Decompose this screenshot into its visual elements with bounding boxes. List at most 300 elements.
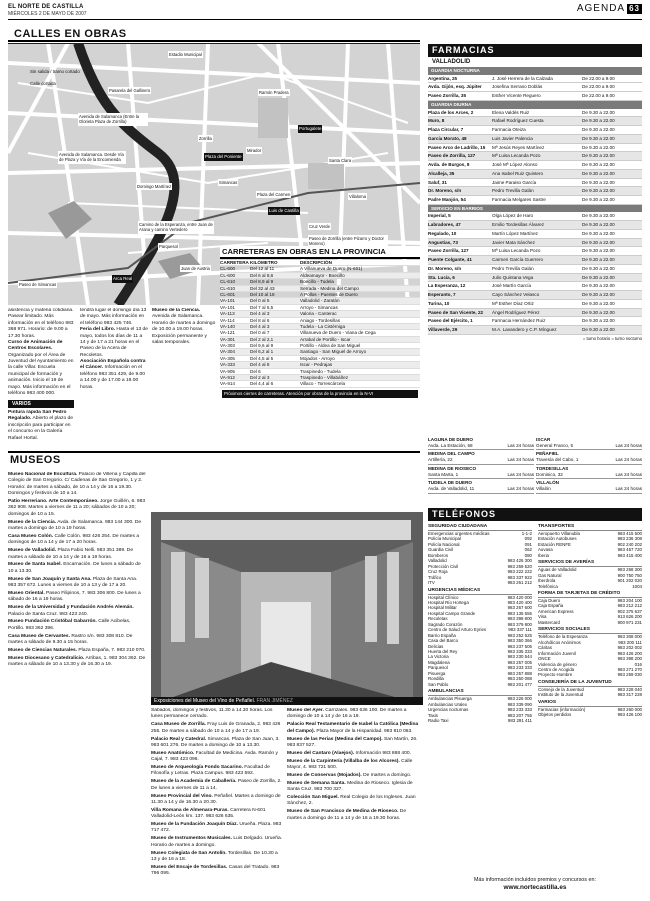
carretera-cell: VA-101 [220,304,235,310]
museo-entry [8,605,146,618]
carretera-cell: VA-333 [220,362,235,368]
farmacia-address: Puente Colgante, 41 [428,257,472,263]
pueblo-block [536,450,642,464]
header-kilometro: KILÓMETRO [250,260,278,265]
telefonos-title: TELÉFONOS [428,508,642,521]
telefono-row [538,712,642,717]
museo-entry [151,794,283,807]
farmacia-address: Padre Manjón, 54 [428,197,466,203]
farmacia-owner: Farmacia Melgares Sastre [492,197,546,203]
carretera-cell: Arrabal de Portillo - Iscar [300,336,351,342]
farmacia-row [428,265,642,274]
telefono-name: Mastercard [538,619,560,625]
farmacia-owner: Ángel Rodríguez Pérez [492,309,540,315]
pueblo-block [536,465,642,479]
museo-name: Museo de la Ciencia. [8,519,57,525]
farmacia-hours: De 9.30 a 22.00 [582,292,615,298]
telefono-name: Estación RENFE [538,541,571,547]
museo-desc: Facultad de Filosofía y Letras. Plaza Campus. 983 423 592. [151,765,270,777]
museum-photo [151,512,423,705]
farmacia-row [428,170,642,179]
telefono-row [538,620,642,625]
pintura-text [8,410,74,440]
telefonos-left [428,522,532,872]
museo-entry [287,781,421,794]
pueblo-block [428,436,534,450]
telefono-name: Huerta del Rey [428,649,458,655]
telefono-row [428,718,532,723]
telefono-name: Tráfico [428,574,442,580]
telefono-number: 983 135 555 [507,610,532,616]
farmacias-subheader: SERVICIO EN BARRIOS [428,205,642,213]
museo-entry [287,759,421,772]
farmacia-row [428,247,642,256]
farmacias-legend: = turno horario = turno nocturno [582,335,642,341]
museo-entry [8,634,146,647]
carretera-cell: Del 4 al 8 [250,362,270,368]
telefono-name: ITV [428,580,435,586]
carretera-cell: Del 9,6 al 9 [250,343,274,349]
farmacia-row [428,117,642,126]
carretera-cell: Del 8 al 6 [250,317,270,323]
museo-entry [151,822,283,835]
pueblo-name: ISCAR [536,437,551,442]
col2-p1: tendrá lugar el domingo día 13 de mayo. Más información en el teléfono 983 425 746. [80,308,147,326]
pueblo-address: Artillería, 22 [428,457,453,463]
telefono-number: 900 750 750 [617,572,642,578]
pueblo-block [536,479,642,493]
curso-title: Curso de Animación de Centros Escolares. [8,339,63,352]
telefono-row [428,682,532,687]
farmacia-address: Dr. Moreno, s/n [428,265,462,271]
museos-column-1 [8,472,146,892]
farmacia-hours: De 9.30 a 22.00 [582,162,615,168]
telefono-number: 983 259 520 [507,563,532,569]
museo-entry [151,737,283,750]
col3-text [152,308,216,442]
telefono-name: Gas Natural [538,572,562,578]
farmacia-owner: Mª Jesús Reyes Martínez [492,144,545,150]
museo-desc: Urueña. Plaza. 983 717 472. [151,822,282,834]
farmacia-row [428,274,642,283]
pueblo-address: Avda. de Valladolid, 11 [428,486,475,492]
carretera-cell: Del 2 al 2,1 [250,336,274,342]
farmacia-address: Paseo del Ejército, 1 [428,318,473,324]
caption-text: Exposiciones del Museo del Vino de Peñafiel. [154,697,256,704]
pueblo-line [428,486,534,492]
ciencia-title: Museo de la Ciencia. [152,308,201,313]
telefono-name: Pisuerga [428,670,446,676]
farmacia-address: Angustias, 73 [428,239,458,245]
telefono-number: 983 226 000 [507,696,532,702]
map-label: Ramón Pradera [259,90,289,95]
farmacia-hours: De 9.30 a 22.00 [582,109,615,115]
museo-entry [287,809,421,822]
footer-url[interactable]: www.nortecastilla.es [503,883,567,891]
carretera-cell: Del 10 al 18 [250,291,275,297]
map-label: Luis de Castilla [269,208,299,213]
farmacia-address: García Morato, 48 [428,135,467,141]
telefono-number: 902 240 202 [617,541,642,547]
telefono-name: Parquesol [428,665,448,671]
carretera-cell: Villanueva de Duero - Viana de Cega [300,330,376,336]
museo-name: Patio Herreriano. Arte Contemporáneo. [8,499,99,504]
pueblos-left [428,436,534,494]
museo-entry [8,562,146,575]
museo-entry [151,722,283,735]
telefono-name: American Express [538,608,574,614]
footer [428,877,642,892]
telefono-row [538,584,642,589]
map-label: Simancas [219,180,238,185]
farmacia-hours: De 9.30 a 22.00 [582,309,615,315]
map-label: Arca Real [113,276,133,281]
carretera-row [220,381,420,387]
telefono-number: 983 207 755 [507,712,532,718]
carretera-cell: Del 12 al 11 [250,266,275,272]
museo-entry [287,737,421,750]
farmacia-hours: De 22.00 a 9.00 [582,84,615,90]
map-label: Parquesol [159,244,178,249]
telefono-number: 983 337 111 [508,627,532,633]
museo-desc: Jorge Guillén, 6. 983 362 908. Martes a viernes de 11 a 20; sábados de 10 a 20; domingos de 10 a 15. [8,499,146,517]
telefono-name: Taxis [428,712,439,718]
telefono-name: Aeropuerto Villanubla [538,530,580,536]
telefono-number: 983 426 100 [617,712,642,718]
telefono-number: 983 230 544 [507,654,532,660]
varios-bar: VARIOS [8,400,74,408]
museo-entry [8,534,146,547]
page-number: 63 [629,4,640,13]
carretera-cell: VA-121 [220,330,235,336]
museo-desc: Arribas, 1. 983 304 362. De martes a sábado de 10 a 13.30 y de 16.30 a 19. [8,655,146,668]
telefono-number: 983 237 505 [507,643,532,649]
telefono-number: 983 339 090 [507,701,532,707]
carretera-cell: VA-912 [220,375,235,381]
telefono-name: Proyecto Hombre [538,672,573,678]
museo-entry [8,619,146,632]
museo-desc: Calle Mayor, 4. 983 721 500. [287,758,413,770]
footer-text: Más información incluidos premios y concursos en: [474,877,596,883]
carretera-cell: CL-600 [220,272,236,278]
telefono-name: Casa del Barco [428,638,459,644]
museo-desc: Plaza Mayor de la Hispanidad. 983 810 063. [316,728,413,734]
farmacia-address: Plaza de los Arces, 2 [428,109,474,115]
carretera-cell: Aldeamayor - Boecillo [300,272,345,278]
telefonos-group-title: TRANSPORTES [538,524,642,531]
newspaper-name: EL NORTE DE CASTILLA [8,4,84,10]
telefono-name: Centro de Acogida [538,667,575,672]
museo-name: Museo de la Universidad y Fundación Andrés Alemán. [8,605,134,611]
museo-name: Palacio Real y Catedral. [151,736,207,742]
carretera-cell: Villaco - Torrescárcela [300,381,346,387]
farmacia-address: Paseo Arco de Ladrillo, 15 [428,144,486,150]
museo-desc: De martes a domingo. [363,772,412,778]
farmacia-row [428,196,642,205]
farmacia-address: Dr. Moreno, s/n [428,188,462,194]
farmacia-hours: De 9.30 a 22.00 [582,135,615,141]
farmacia-address: Saluf, 31 [428,179,447,185]
carretera-cell: Valladolid - Zaratán [300,298,340,304]
farmacia-row [428,212,642,221]
map-label: Paseo de Simancas [19,282,57,287]
telefono-name: San Pablo [428,681,449,687]
carretera-cell: Traspinedo - Tudela [300,368,341,374]
museo-desc: Tordesillas. De 10.30 a 13 y de 16 a 18. [151,850,278,862]
header-carretera: CARRETERA [220,260,249,265]
pueblo-line [536,443,642,449]
museo-name: Villa Romana de Almenara-Puras. [151,807,229,813]
farmacia-row [428,300,642,309]
telefono-name: Hospital Río Hortega [428,599,469,605]
pueblo-hours: Las 24 horas [507,442,534,448]
farmacia-row [428,230,642,239]
telefono-number: 983 267 600 [507,605,532,611]
carretera-cell: Valoria - Canterac [300,311,337,317]
carretera-cell: VA-304 [220,349,235,355]
carretera-cell: Traspinedo - Villabáñez [300,375,349,381]
farmacia-hours: De 9.30 a 22.00 [582,248,615,254]
carretera-cell: Santiago - San Miguel de Arroyo [300,349,367,355]
museo-name: Casa Museo Colón. [8,533,54,539]
telefono-number: 983 257 888 [507,670,532,676]
museo-entry [8,656,146,669]
farmacia-hours: De 9.30 a 22.00 [582,170,615,176]
calles-rule [8,40,420,42]
farmacia-address: Labradores, 47 [428,222,461,228]
telefono-name: Iberia [538,552,549,558]
farmacias-subheader: GUARDIA DIURNA [428,101,642,109]
telefono-name: Magdalena [428,659,450,665]
museo-name: Museo Fundación Cristóbal Gabarrón. [8,619,97,625]
museos-column-3 [287,708,421,894]
telefono-name: Violencia de género [538,661,577,667]
farmacia-owner: Elena Valdés Ruiz [492,109,530,115]
legend-sin-salida: Sin salida / tramo cortado [30,69,80,74]
farmacia-address: Esperanto, 7 [428,292,456,298]
museo-desc: Calle Colón. 983 426 254. De martes a domingos de 10 a 14 y de 17 a 20 horas. [8,533,140,546]
museo-entry [287,795,421,808]
pueblo-hours: Las 24 horas [507,486,534,492]
museo-desc: Avda. de Salamanca. 983 144 300. De martes a domingo de 10 a 19 horas. [8,519,142,531]
pueblo-line [428,443,534,449]
telefono-number: 983 202 002 [617,645,642,651]
farmacia-owner: Pedro Trevilla Galán [492,265,534,271]
museo-name: Museo de Arqueología Fondo Sacarino. [151,765,243,770]
museo-desc: Plaza de Santa Ana. 983 357 672. Lunes a viernes de 10 a 13 y de 17 a 20. [8,576,138,588]
farmacia-address: Plaza Circular, 7 [428,127,464,133]
museo-entry [151,836,283,849]
telefono-name: Hospital Campo Grande [428,610,476,616]
telefono-name: Ambulancias Uralex [428,701,468,707]
telefono-name: Sagrado Corazón [428,621,463,627]
telefono-number: 983 426 300 [507,558,532,564]
museo-entry [8,499,146,518]
map-label: Portugalete [299,126,322,131]
museo-name: Museo de Instrumentos Musicales. [151,836,232,842]
map-label: Avenida de Salamanca (Entre la Glorieta Plaza de Zorrilla) [78,113,148,126]
carretera-cell: Serrada - Medina del Campo [300,285,359,291]
museo-desc: Peñafiel. Martes a domingo de 11.30 a 14 y de 16.30 a 20.30. [151,793,281,805]
museo-name: Museo de San Francisco de Medina de Rioseco. [287,809,399,815]
telefono-number: 983 228 040 [617,686,642,692]
section-name: AGENDA [576,3,626,14]
museo-entry [287,751,421,757]
telefono-name: Caja España [538,603,564,609]
telefono-number: 062 [524,547,532,553]
pueblo-address: General Franco, 5 [536,442,574,448]
farmacia-address: Alcalleja, 35 [428,170,455,176]
legend-calle-cortada: Calle cortada [30,81,56,86]
issue-date: MIÉRCOLES 2 DE MAYO DE 2007 [8,11,87,17]
telefonos-group-title: CONSEJERÍA DE LA JUVENTUD [538,680,642,687]
farmacia-owner: Martín López Martínez [492,230,538,236]
telefonos-group-title: AMBULANCIAS [428,689,532,696]
farmacia-row [428,83,642,92]
farmacia-hours: De 9.30 a 22.00 [582,153,615,159]
carretera-cell: Del 2 al 3 [250,375,270,381]
telefono-name: Valladolid [428,558,447,564]
telefono-number: 983 398 200 [617,656,642,662]
cancer-title: Asociación Española contra el Cáncer. [80,359,146,371]
farmacia-owner: Jaime Paraiso García [492,179,537,185]
photo-graphic [151,512,423,705]
farmacia-address: Imperial, 5 [428,213,451,219]
museo-name: Museo del Ayer. [287,708,324,713]
telefono-name: Bomberos [428,552,449,558]
museo-name: Museo de la Carpintería (Villalba de los Alcores). [287,758,400,764]
carretera-cell: CL-610 [220,279,236,285]
telefono-name: Barrio España [428,632,456,638]
farmacia-row [428,161,642,170]
farmacia-row [428,256,642,265]
pueblo-line [536,486,642,492]
carretera-cell: Del 0 al 7 [250,330,270,336]
museo-desc: Real Colegio de los Ingleses. Juan Sánchez, 2. [287,795,416,807]
cancer-text: Información en el teléfono 983 351 429, de 9.00 a 14.00 y de 17.00 a 19.00 horas. [80,365,145,390]
pueblo-hours: Las 24 horas [615,442,642,448]
carretera-cell: CL-600 [220,266,236,272]
map-label: Villaloma [349,194,366,199]
carretera-cell: Tudela - La Cistérniga [300,323,346,329]
telefono-name: Alcohólicos Anónimos [538,639,581,645]
museos-column-2 [151,708,283,894]
museo-desc: Casas del Tratado. 983 796 095. [151,864,280,877]
farmacia-owner: M.A. Lavandero y C.P. Mínguez [492,327,557,333]
telefono-name: Guardia Civil [428,547,454,553]
header-rule [8,19,642,20]
farmacia-owner: Cayo Sánchez Velasco [492,292,540,298]
telefonos-group-title: VARIOS [538,700,642,707]
farmacia-owner: Olga López de Haro [492,213,534,219]
carretera-cell: VA-305 [220,355,235,361]
telefono-name: Estación Autobuses [538,536,577,542]
pueblo-line [428,457,534,463]
farmacia-hours: De 22.00 a 9.00 [582,75,615,81]
pueblo-name: PEÑAFIEL [536,451,559,457]
telefono-name: Hospital Clínico [428,594,459,600]
farmacia-hours: De 9.30 a 22.00 [582,197,615,203]
telefono-name: Delicias [428,643,444,649]
museo-name: Museo de Valladolid. [8,548,57,554]
telefono-number: 983 259 030 [617,672,642,678]
telefono-name: Rondilla [428,676,444,682]
museo-name: Museo de la Fundación Joaquín Díaz. [151,822,238,827]
farmacia-row [428,221,642,230]
telefonos-group-title: SERVICIOS SOCIALES [538,627,642,634]
farmacia-owner: Farmacia Hernández Ruiz [492,318,546,324]
farmacia-owner: J. José Herrera de la Calzada [492,75,553,81]
museo-desc: Encarnación. De lunes a sábado de 10 a 13.30. [8,562,141,574]
telefono-number: 983 335 333 [507,649,532,655]
farmacia-hours: De 9.30 a 22.00 [582,127,615,133]
map-label: Plaza del Carmen [257,192,291,197]
telefono-number: 900 971 231 [617,619,642,625]
farmacia-row [428,152,642,161]
carretera-cell: A Villanueva de Duero (N-601) [300,266,363,272]
telefono-name: Farmacias (información) [538,706,586,712]
telefono-number: 901 202 020 [617,578,642,584]
farmacia-row [428,179,642,188]
museo-name: Museo Colegiata de San Antolín. [151,850,227,856]
farmacia-row [428,187,642,196]
col2-text [80,308,148,442]
museo-desc: San Martín, 26. 983 837 527. [287,736,418,748]
telefono-number: 983 415 400 [617,552,642,558]
farmacia-hours: De 9.30 a 22.00 [582,239,615,245]
carretera-cell: Del 4,4 al 6 [250,381,274,387]
telefono-number: 983 308 000 [617,634,642,640]
telefono-name: La Victoria [428,654,449,660]
carretera-cell: A Pollos - Puentes de Duero [300,291,358,297]
carretera-cell: Del 6 al 8,6 [250,272,274,278]
museo-desc: Paseo de Zorrilla, 2. De lunes a viernes de 11 a 14. [151,779,282,791]
map-label: Estadio Municipal [169,52,202,57]
farmacia-row [428,282,642,291]
telefono-name: Recoletas [428,616,448,622]
telefono-number: 1-1-2 [521,530,532,536]
map-label: Juan de Austria [181,266,210,271]
telefono-number: 983 212 212 [617,603,642,609]
farmacia-hours: De 22.00 a 9.00 [582,93,615,99]
map-label: Camino de la Esperanza, entre Juan de Arana y camino Vertedero [139,222,213,233]
telefono-number: 983 260 000 [617,706,642,712]
telefonos-group-title: SERVICIOS DE AVERÍAS [538,560,642,567]
carreteras-title: CARRETERAS EN OBRAS EN LA PROVINCIA [220,246,420,259]
museo-name: Museo de Conservas (Mojados). [287,772,362,778]
telefono-number: 983 222 222 [507,569,532,575]
farmacia-owner: Carmen García Guerrero [492,257,544,263]
museo-name: Palacio Real Testamentario de Isabel la Católica (Medina del Campo). [287,722,419,734]
telefono-number: 983 257 005 [507,659,532,665]
telefono-name: Policía Municipal [428,536,461,542]
map-label: Cruz Verde [309,224,330,229]
pueblo-name: MEDINA DEL CAMPO [428,451,475,457]
museo-entry [151,708,283,721]
farmacia-hours: De 9.30 a 22.00 [582,188,615,194]
telefono-number: 983 350 366 [507,638,532,644]
telefonos-group-title: FORMA DE TARJETAS DE CRÉDITO [538,591,642,598]
farmacia-hours: De 9.30 a 22.00 [582,257,615,263]
museo-name: Museo Anatómico. [151,750,195,756]
feria-text: Hasta el 13 de mayo, todos los días de 11 a 14 y de 17 a 21 horas en el Paseo de la Acera de Recoletos. [80,327,148,358]
telefono-name: Información Juvenil [538,650,576,656]
museo-desc: Palacio de Santa Cruz. 983 423 240. [8,611,88,617]
farmacia-hours: De 9.30 a 22.00 [582,179,615,185]
carretera-cell: CL-610 [220,285,236,291]
carretera-cell: Del 6 [250,368,261,374]
farmacia-owner: Farmacia Oteiza [492,127,526,133]
